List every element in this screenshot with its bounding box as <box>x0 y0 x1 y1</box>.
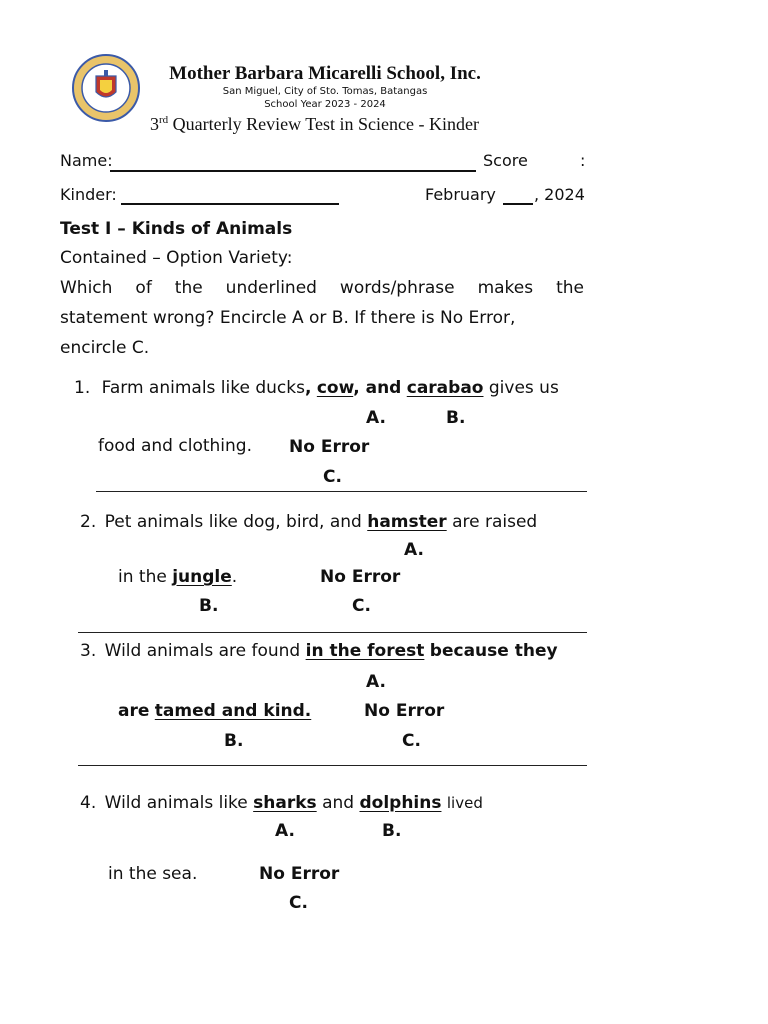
question-2-line-1: 2. Pet animals like dog, bird, and hamster are raised <box>80 512 538 532</box>
school-address: San Miguel, City of Sto. Tomas, Batangas <box>222 86 428 97</box>
question-4-label-c[interactable]: C. <box>289 893 308 913</box>
question-3-divider <box>78 765 587 766</box>
question-3-no-error: No Error <box>364 701 445 721</box>
question-1-divider <box>96 491 587 492</box>
question-1-line-1: 1. Farm animals like ducks, cow, and carabao gives us <box>74 378 559 398</box>
question-1-line-2: food and clothing. <box>98 436 252 456</box>
question-1-label-b[interactable]: B. <box>446 408 466 428</box>
name-field[interactable] <box>110 170 476 172</box>
question-2-divider <box>78 632 587 633</box>
question-number: 4. <box>80 793 97 813</box>
option-a: hamster <box>367 512 447 532</box>
test-heading: Test I – Kinds of Animals <box>60 219 293 239</box>
question-number: 3. <box>80 641 97 661</box>
instructions-line-1: Which of the underlined words/phrase makes the <box>60 278 584 298</box>
question-4-label-a[interactable]: A. <box>275 821 295 841</box>
option-a: in the forest <box>305 641 425 661</box>
question-2-label-a[interactable]: A. <box>404 540 424 560</box>
question-2-label-c[interactable]: C. <box>352 596 371 616</box>
question-4-line-1: 4. Wild animals like sharks and dolphins lived <box>80 793 483 813</box>
school-name: Mother Barbara Micarelli School, Inc. <box>169 63 481 84</box>
kinder-label: Kinder: <box>60 185 117 204</box>
option-b: tamed and kind. <box>154 701 312 721</box>
question-1-label-c[interactable]: C. <box>323 467 342 487</box>
option-a: cow <box>316 378 354 398</box>
instructions-line-3: encircle C. <box>60 338 150 358</box>
question-3-line-1: 3. Wild animals are found in the forest because they <box>80 641 558 661</box>
school-year: School Year 2023 - 2024 <box>264 99 386 110</box>
date-day-field[interactable] <box>503 203 533 205</box>
question-2-label-b[interactable]: B. <box>199 596 219 616</box>
name-label: Name: <box>60 151 113 170</box>
option-a: sharks <box>253 793 317 813</box>
question-1-no-error: No Error <box>289 437 370 457</box>
kinder-field[interactable] <box>121 203 339 205</box>
score-label: Score <box>483 151 528 170</box>
date-prefix: February <box>425 185 496 204</box>
question-3-label-c[interactable]: C. <box>402 731 421 751</box>
instructions-line-2: statement wrong? Encircle A or B. If there is No Error, <box>60 308 516 328</box>
question-2-no-error: No Error <box>320 567 401 587</box>
option-b: carabao <box>406 378 484 398</box>
question-1-label-a[interactable]: A. <box>366 408 386 428</box>
score-colon: : <box>580 151 586 170</box>
question-4-no-error: No Error <box>259 864 340 884</box>
date-suffix: , 2024 <box>534 185 585 204</box>
option-b: jungle <box>172 567 232 587</box>
test-title: 3rd Quarterly Review Test in Science - Kinder <box>150 114 479 134</box>
test-subheading: Contained – Option Variety: <box>60 248 293 268</box>
question-2-line-2: in the jungle. <box>118 567 238 587</box>
question-3-label-b[interactable]: B. <box>224 731 244 751</box>
question-3-label-a[interactable]: A. <box>366 672 386 692</box>
question-number: 1. <box>74 378 91 398</box>
option-b: dolphins <box>359 793 442 813</box>
question-4-label-b[interactable]: B. <box>382 821 402 841</box>
question-number: 2. <box>80 512 97 532</box>
question-4-line-2: in the sea. <box>108 864 198 884</box>
question-3-line-2: are tamed and kind. <box>118 701 312 721</box>
